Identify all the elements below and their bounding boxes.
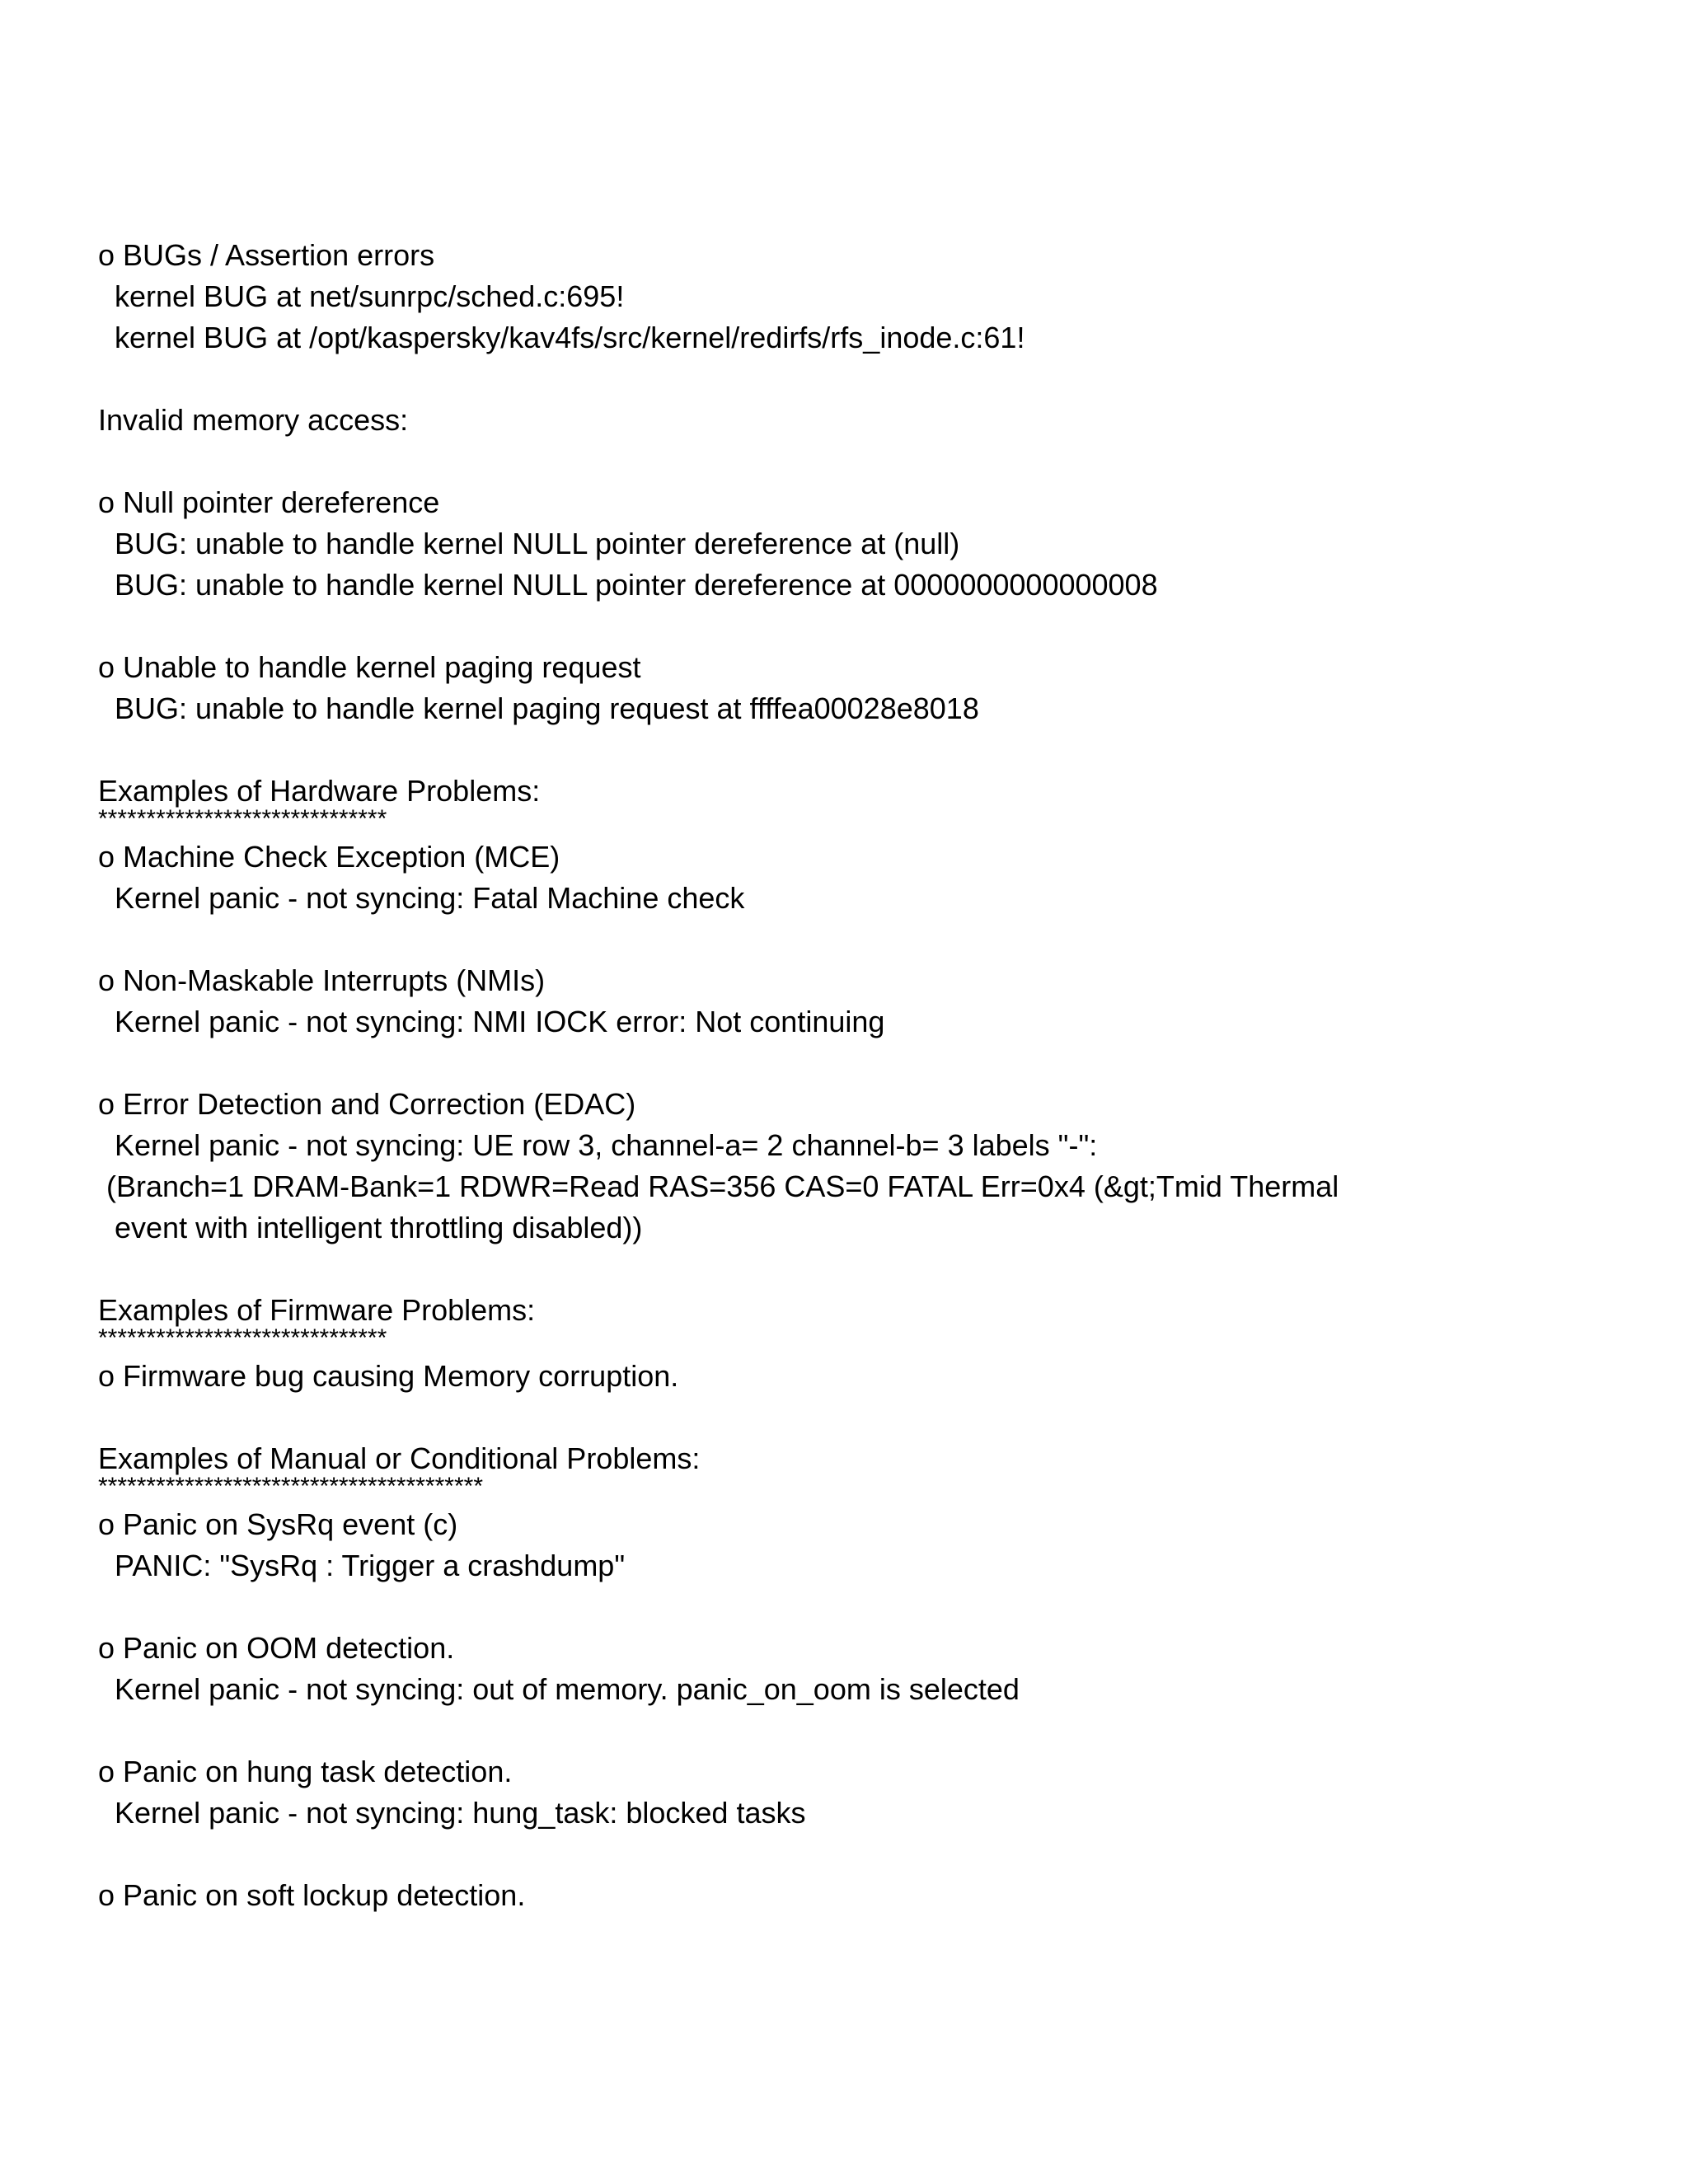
- firmware-problems-heading: Examples of Firmware Problems:: [98, 1293, 536, 1327]
- edac-line-2: (Branch=1 DRAM-Bank=1 RDWR=Read RAS=356 CAS=0 FATAL Err=0x4 (&gt;Tmid Thermal: [106, 1169, 1339, 1203]
- paging-request-line-1: BUG: unable to handle kernel paging request at ffffea00028e8018: [115, 691, 979, 725]
- null-pointer-heading: o Null pointer dereference: [98, 485, 440, 519]
- document-body: [98, 235, 1648, 1916]
- null-pointer-line-1: BUG: unable to handle kernel NULL pointer dereference at (null): [115, 527, 960, 560]
- manual-problems-heading: Examples of Manual or Conditional Problems:: [98, 1441, 701, 1475]
- oom-heading: o Panic on OOM detection.: [98, 1631, 455, 1665]
- hung-task-heading: o Panic on hung task detection.: [98, 1755, 513, 1788]
- edac-heading: o Error Detection and Correction (EDAC): [98, 1087, 636, 1121]
- invalid-memory-heading: Invalid memory access:: [98, 403, 409, 437]
- spacer: [98, 359, 1648, 400]
- spacer: [98, 1249, 1648, 1290]
- nmi-heading: o Non-Maskable Interrupts (NMIs): [98, 963, 546, 997]
- bugs-heading: o BUGs / Assertion errors: [98, 238, 435, 272]
- spacer: [98, 1397, 1648, 1438]
- paging-request-heading: o Unable to handle kernel paging request: [98, 650, 641, 684]
- hardware-problems-heading: Examples of Hardware Problems:: [98, 774, 541, 808]
- bugs-line-2: kernel BUG at /opt/kaspersky/kav4fs/src/kernel/redirfs/rfs_inode.c:61!: [115, 321, 1025, 354]
- spacer: [98, 919, 1648, 960]
- spacer: [98, 1710, 1648, 1751]
- spacer: [98, 606, 1648, 647]
- spacer: [98, 1834, 1648, 1875]
- manual-problems-underline: ****************************************: [98, 1473, 483, 1500]
- nmi-line-1: Kernel panic - not syncing: NMI IOCK error: Not continuing: [115, 1005, 885, 1038]
- mce-line-1: Kernel panic - not syncing: Fatal Machine check: [115, 881, 745, 915]
- spacer: [98, 441, 1648, 482]
- hung-task-line-1: Kernel panic - not syncing: hung_task: blocked tasks: [115, 1796, 806, 1830]
- sysrq-line-1: PANIC: "SysRq : Trigger a crashdump": [115, 1549, 626, 1582]
- hardware-problems-underline: ******************************: [98, 805, 387, 832]
- null-pointer-line-2: BUG: unable to handle kernel NULL pointer dereference at 0000000000000008: [115, 568, 1158, 602]
- spacer: [98, 729, 1648, 771]
- spacer: [98, 1586, 1648, 1628]
- edac-line-3: event with intelligent throttling disabled)): [115, 1211, 643, 1244]
- firmware-item: o Firmware bug causing Memory corruption.: [98, 1359, 679, 1393]
- soft-lockup-heading: o Panic on soft lockup detection.: [98, 1878, 526, 1912]
- oom-line-1: Kernel panic - not syncing: out of memory. panic_on_oom is selected: [115, 1672, 1020, 1706]
- sysrq-heading: o Panic on SysRq event (c): [98, 1507, 458, 1541]
- spacer: [98, 1043, 1648, 1084]
- edac-line-1: Kernel panic - not syncing: UE row 3, channel-a= 2 channel-b= 3 labels "-":: [115, 1128, 1098, 1162]
- bugs-line-1: kernel BUG at net/sunrpc/sched.c:695!: [115, 279, 625, 313]
- mce-heading: o Machine Check Exception (MCE): [98, 840, 560, 874]
- firmware-problems-underline: ******************************: [98, 1324, 387, 1352]
